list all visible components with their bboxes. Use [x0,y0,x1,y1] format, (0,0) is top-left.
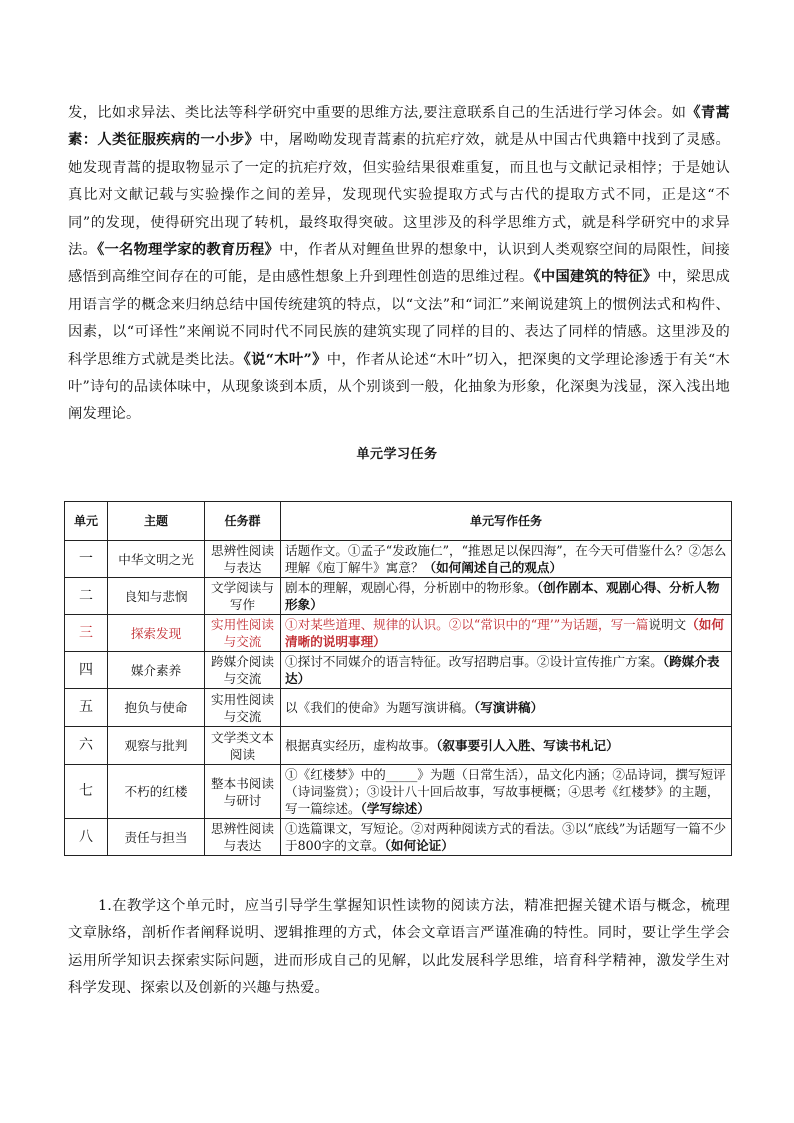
group-cell: 整本书阅读与研讨 [205,765,281,819]
table-row [65,727,732,765]
task-text: ①探讨不同媒介的语言特征。改写招聘启事。②设计宣传推广方案。 [285,654,663,669]
task-text: ①选篇课文，写短论。②对两种阅读方式的看法。③以“底线”为话题写一篇不少于800字的文章。 [285,821,727,853]
header-task-group: 任务群 [205,502,281,541]
theme-cell: 抱负与使命 [108,689,205,727]
header-writing-task: 单元写作任务 [281,502,732,541]
unit-cell: 五 [65,689,108,727]
task-focus: （写演讲稿） [473,700,544,715]
table-row [65,689,732,727]
task-cell [281,615,732,652]
unit-cell: 一 [65,541,108,578]
task-cell [281,541,732,578]
task-focus: （如何阐述自己的观点） [423,560,563,575]
intro-text-4: 中，梁思成用语言学的概念来归纳总结中国传统建筑的特点，以“文法”和“词汇”来阐说建筑上的惯例法式和构件、因素，以“可译性”来阐说不同时代不同民族的建筑实现了同样的目的、表达了同样的情感。这里涉及的科学思维方式就是类比法。 [68,269,730,368]
task-cell [281,765,732,819]
group-cell: 思辨性阅读与表达 [205,541,281,578]
header-unit: 单元 [65,502,108,541]
task-focus: （学写综述） [360,801,430,816]
theme-cell: 媒介素养 [108,652,205,689]
unit-cell: 二 [65,578,108,615]
task-focus: （叙事要引人入胜、写读书札记） [436,738,619,753]
task-cell [281,727,732,765]
table-row [65,819,732,856]
intro-paragraph [68,100,730,429]
theme-cell: 中华文明之光 [108,541,205,578]
unit-cell: 七 [65,765,108,819]
unit-cell: 六 [65,727,108,765]
task-cell [281,819,732,856]
theme-cell: 责任与担当 [108,819,205,856]
table-row [65,652,732,689]
table-header-row [65,502,732,541]
unit-cell: 三 [65,615,108,652]
task-cell [281,578,732,615]
theme-cell: 不朽的红楼 [108,765,205,819]
group-cell: 文学类文本阅读 [205,727,281,765]
unit-task-table [64,501,732,856]
header-theme: 主题 [108,502,205,541]
intro-title-physicist: 《一名物理学家的教育历程》 [97,242,280,259]
teaching-note-paragraph: 1.在教学这个单元时，应当引导学生掌握知识性读物的阅读方法，精准把握关键术语与概念，梳理文章脉络，剖析作者阐释说明、逻辑推理的方式，体会文章语言严谨准确的特性。同时，要让学生学会运用所学知识去探索实际问题，进而形成自己的见解，以此发展科学思维，培育科学精神，激发学生对科学发现、探索以及创新的兴趣与热爱。 [68,898,730,997]
intro-text-3: 中，作者从对鲤鱼世界的想象中，认识到人类观察空间的局限性，间接感悟到高维空间存在的可能，是由感性想象上升到理性创造的思维过程。 [68,242,730,286]
task-text-tail: 说明文 [648,617,687,632]
unit-cell: 八 [65,819,108,856]
unit-cell: 四 [65,652,108,689]
task-focus: （如何论证） [384,838,454,853]
table-row [65,765,732,819]
task-text: 以《我们的使命》为题写演讲稿。 [285,700,474,715]
table-row [65,541,732,578]
theme-cell: 探索发现 [108,615,205,652]
intro-title-muye: 《说“木叶”》 [243,351,327,368]
intro-text-1: 发，比如求异法、类比法等科学研究中重要的思维方法,要注意联系自己的生活进行学习体会。如 [68,105,687,121]
task-text: 话题作文。①孟子“发政施仁”，“推恩足以保四海”，在今天可借鉴什么？②怎么理解《庖丁解牛》寓意？ [285,543,727,575]
task-focus: （创作剧本、观剧心得、分析人物形象） [285,580,720,612]
table-title: 单元学习任务 [356,447,438,462]
task-text: 根据真实经历，虚构故事。 [285,738,437,753]
task-text: 剧本的理解，观剧心得，分析剧中的物形象。 [285,580,537,595]
group-cell: 跨媒介阅读与交流 [205,652,281,689]
intro-text-2: 中，屠呦呦发现青蒿素的抗疟疗效，就是从中国古代典籍中找到了灵感。她发现青蒿的提取物显示了一定的抗疟疗效，但实验结果很难重复，而且也与文献记录相悖；于是她认真比对文献记载与实验操作之间的差异，发现现代实验提取方式与古代的提取方式不同，正是这“不同”的发现，使得研究出现了转机，最终取得突破。这里涉及的科学思维方式，就是科学研究中的求异法。 [68,132,730,259]
intro-title-architecture: 《中国建筑的特征》 [533,269,658,286]
table-row [65,615,732,652]
task-focus: （如何清晰的说明事理） [285,617,724,649]
theme-cell: 观察与批判 [108,727,205,765]
task-focus: （跨媒介表达） [285,654,720,686]
group-cell: 思辨性阅读与表达 [205,819,281,856]
table-row [65,578,732,615]
group-cell: 实用性阅读与交流 [205,689,281,727]
theme-cell: 良知与悲悯 [108,578,205,615]
task-cell [281,652,732,689]
intro-title-qinghaosu: 《青蒿素：人类征服疾病的一小步》 [68,105,731,149]
group-cell: 文学阅读与写作 [205,578,281,615]
task-text: ①《红楼梦》中的_____》为题（日常生活），品文化内涵；②品诗词，撰写短评（诗词鉴赏）；③设计八十回后故事，写故事梗概；④思考《红楼梦》的主题，写一篇综述。 [285,767,726,816]
task-cell [281,689,732,727]
task-text: ①对某些道理、规律的认识。②以“常识中的“理’”为话题，写一篇 [285,617,649,632]
group-cell: 实用性阅读与交流 [205,615,281,652]
intro-text-5: 中，作者从论述“木叶”切入，把深奥的文学理论渗透于有关“木叶”诗句的品读体味中，从现象谈到本质，从个别谈到一般，化抽象为形象，化深奥为浅显，深入浅出地阐发理论。 [68,351,730,423]
